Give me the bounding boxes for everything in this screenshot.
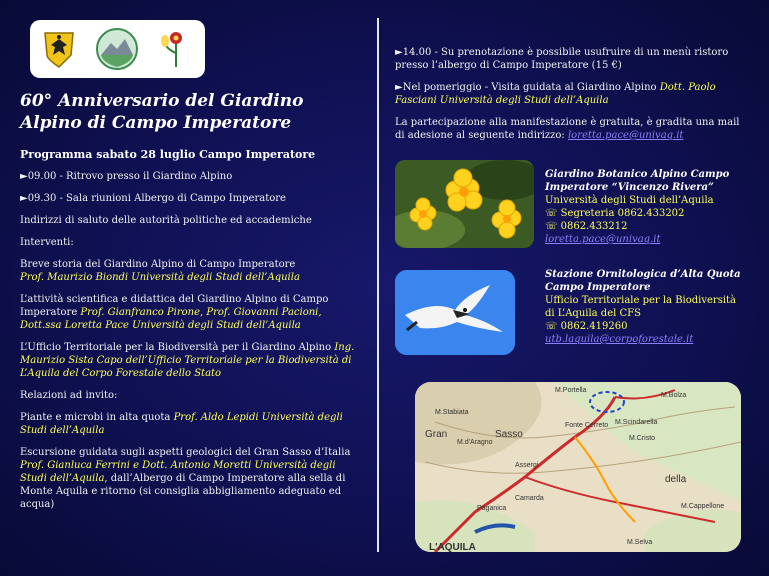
talk-title: L’Ufficio Territoriale per la Biodiversità per il Giardino Alpino — [20, 342, 332, 353]
secretary-phone: ☏ Segreteria 0862.433202 — [545, 208, 685, 219]
station-phone: ☏ 0862.419260 — [545, 321, 628, 332]
location-map[interactable] — [415, 382, 741, 552]
page-title: 60° Anniversario del Giardino Alpino di Campo Imperatore — [20, 91, 304, 133]
garden-name: Giardino Botanico Alpino Campo Imperatore “Vincenzo Rivera” — [545, 169, 730, 193]
map-label: M.Bolza — [661, 392, 687, 399]
garden-contact-card — [545, 168, 755, 246]
map-label: M.Cristo — [629, 435, 656, 442]
talk-author: Prof. Gianfranco Pirone, Prof. Giovanni Pacioni, Dott.ssa Loretta Pace Università degli Studi dell’Aquila — [20, 307, 322, 331]
map-label: Fonte Cerreto — [565, 422, 609, 429]
map-label: M.Portella — [555, 387, 587, 394]
map-label: della — [665, 474, 687, 485]
flower-photo — [395, 160, 534, 248]
flower-emblem-icon — [154, 27, 198, 71]
garden-email-link[interactable]: loretta.pace@univaq.it — [545, 234, 661, 245]
greetings-text: Indirizzi di saluto delle autorità politiche ed accademiche — [20, 215, 312, 226]
station-name: Stazione Ornitologica d’Alta Quota Campo Imperatore — [545, 269, 741, 293]
map-label: M.d'Aragno — [457, 439, 493, 446]
talk-title: Piante e microbi in alta quota — [20, 412, 171, 423]
garden-phone: ☏ 0862.433212 — [545, 221, 628, 232]
interventi-heading: Interventi: — [20, 237, 74, 248]
logos-bar — [30, 20, 205, 78]
participation-note: La partecipazione alla manifestazione è gratuita, è gradita una mail di adesione al seguente indirizzo: loretta.pace@univaq.it — [395, 117, 740, 141]
station-email-link[interactable]: utb.laquila@corpoforestale.it — [545, 334, 694, 345]
garden-university: Università degli Studi dell’Aquila — [545, 195, 714, 206]
map-label: M.Cappellone — [681, 503, 725, 510]
station-office-city: di L’Aquila del CFS — [545, 308, 641, 319]
map-label: L'AQUILA — [429, 542, 476, 552]
excursion-details: , dall’Albergo di Campo Imperatore alla sella di Monte Aquila e ritorno (si consiglia abbigliamento adeguato ed acqua) — [20, 473, 346, 510]
bird-photo — [395, 270, 515, 355]
program-heading: Programma sabato 28 luglio Campo Imperatore — [20, 148, 316, 161]
talk-author: Prof. Gianluca Ferrini e Dott. Antonio Moretti Università degli Studi dell’Aquila — [20, 460, 336, 484]
talk-author: Ing. Maurizio Sista Capo dell’Ufficio Territoriale per la Biodiversità di L’Aquila del Corpo Forestale dello Stato — [20, 342, 355, 379]
left-column — [20, 170, 365, 520]
map-label: Gran — [425, 429, 448, 440]
talk-title: Escursione guidata sugli aspetti geologici del Gran Sasso d’Italia — [20, 447, 351, 458]
schedule-item: ►Nel pomeriggio - Visita guidata al Giardino Alpino Dott. Paolo Fasciani Università degli Studi dell’Aquila — [395, 82, 716, 106]
talk-title: L’attività scientifica e didattica del Giardino Alpino di Campo Imperatore — [20, 294, 329, 318]
station-emblem-icon — [95, 27, 139, 71]
talk-item — [20, 341, 365, 380]
map-label: M.Scindarella — [615, 419, 658, 426]
schedule-item: ►09.30 - Sala riunioni Albergo di Campo Imperatore — [20, 193, 286, 204]
eagle-crest-icon — [37, 27, 81, 71]
schedule-item: ►09.00 - Ritrovo presso il Giardino Alpino — [20, 171, 233, 182]
map-label: Paganica — [477, 505, 507, 512]
map-label: Camarda — [515, 495, 544, 502]
guide-author: Dott. Paolo Fasciani Università degli Studi dell’Aquila — [395, 82, 716, 106]
talk-author: Prof. Maurizio Biondi Università degli Studi dell’Aquila — [20, 272, 300, 283]
right-column — [395, 46, 740, 151]
talk-title: Breve storia del Giardino Alpino di Campo Imperatore — [20, 259, 296, 270]
map-label: Assergi — [515, 462, 539, 469]
yellow-flowers-icon — [395, 160, 534, 248]
talk-item — [20, 411, 365, 437]
email-link[interactable]: loretta.pace@univaq.it — [567, 130, 684, 141]
map-label: Sasso — [495, 429, 523, 440]
talk-item — [20, 258, 365, 284]
station-contact-card — [545, 268, 755, 346]
relazioni-heading: Relazioni ad invito: — [20, 390, 118, 401]
talk-item — [20, 293, 365, 332]
schedule-item: ►14.00 - Su prenotazione è possibile usufruire di un menù ristoro presso l’albergo di Campo Imperatore (15 €) — [395, 47, 729, 71]
map-label: M.Selva — [627, 539, 653, 546]
map-graphic — [415, 382, 741, 552]
bird-icon — [395, 270, 515, 355]
station-office: Ufficio Territoriale per la Biodiversità — [545, 295, 737, 306]
talk-item — [20, 446, 365, 511]
column-divider — [377, 18, 379, 552]
talk-author: Prof. Aldo Lepidi Università degli Studi dell’Aquila — [20, 412, 343, 436]
map-label: M.Stabiata — [435, 409, 469, 416]
